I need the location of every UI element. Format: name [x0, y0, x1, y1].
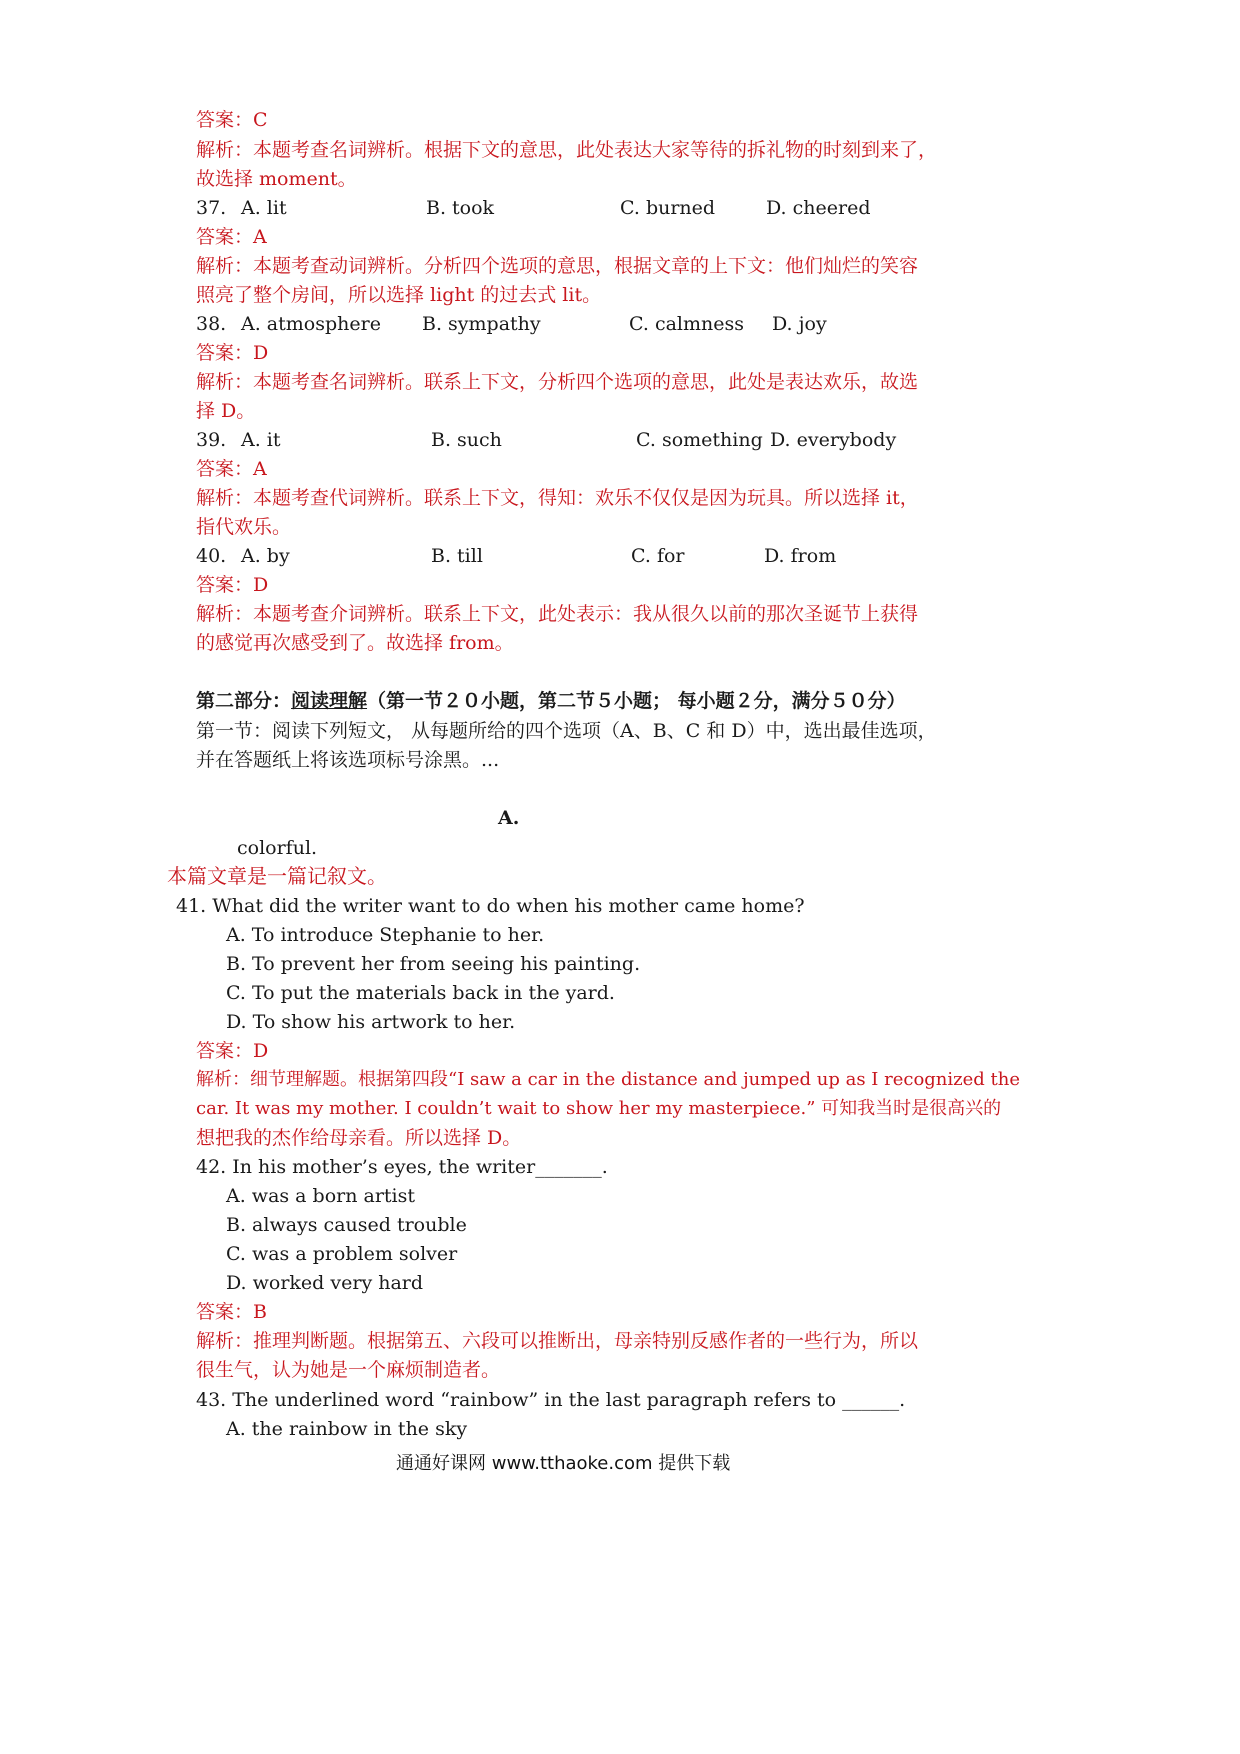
question-41-option-a: A. To introduce Stephanie to her. [226, 924, 545, 946]
instructions-line1: 第一节：阅读下列短文， 从每题所给的四个选项（A、B、C 和 D）中，选出最佳选项， [196, 720, 937, 742]
instructions-line2: 并在答题纸上将该选项标号涂黑。... [196, 749, 500, 771]
analysis-42-line1: 解析：推理判断题。根据第五、六段可以推断出，母亲特别反感作者的一些行为，所以 [196, 1330, 919, 1352]
option-40-a: A. by [241, 545, 290, 567]
question-number-39: 39. [196, 429, 227, 451]
option-40-d: D. from [764, 545, 837, 567]
option-40-c: C. for [631, 545, 685, 567]
option-39-a: A. it [241, 429, 281, 451]
question-number-40: 40. [196, 545, 227, 567]
option-38-d: D. joy [772, 313, 827, 335]
question-42-option-b: B. always caused trouble [226, 1214, 467, 1236]
question-41-option-b: B. To prevent her from seeing his painting. [226, 953, 641, 975]
section-label-a: A. [498, 807, 520, 829]
analysis-37-line1: 解析：本题考查动词辨析。分析四个选项的意思，根据文章的上下文：他们灿烂的笑容 [196, 255, 919, 277]
question-number-37: 37. [196, 197, 227, 219]
question-42-option-a: A. was a born artist [226, 1185, 416, 1207]
analysis-41-line3: 想把我的杰作给母亲看。所以选择 D。 [196, 1127, 522, 1149]
analysis-36-line2: 故选择 moment。 [196, 168, 357, 190]
analysis-39-line1: 解析：本题考查代词辨析。联系上下文，得知：欢乐不仅仅是因为玩具。所以选择 it， [196, 487, 919, 509]
answer-38: 答案：D [196, 342, 269, 364]
question-42-option-c: C. was a problem solver [226, 1243, 458, 1265]
option-37-d: D. cheered [766, 197, 871, 219]
analysis-41-line1: 解析：细节理解题。根据第四段“I saw a car in the distance and jumped up as I recognized the [196, 1069, 1021, 1090]
analysis-39-line2: 指代欢乐。 [196, 516, 292, 538]
footer-source: 通通好课网 www.tthaoke.com 提供下载 [396, 1453, 731, 1474]
option-40-b: B. till [431, 545, 483, 567]
option-39-d: D. everybody [770, 429, 897, 451]
option-38-b: B. sympathy [422, 313, 541, 335]
option-39-b: B. such [431, 429, 502, 451]
genre-note: 本篇文章是一篇记叙文。 [167, 864, 387, 888]
option-38-a: A. atmosphere [241, 313, 381, 335]
question-41-option-d: D. To show his artwork to her. [226, 1011, 516, 1033]
analysis-41-line2: car. It was my mother. I couldn’t wait to show her my masterpiece.” 可知我当时是很高兴的 [196, 1098, 1002, 1119]
analysis-40-line2: 的感觉再次感受到了。故选择 from。 [196, 632, 514, 654]
analysis-38-line2: 择 D。 [196, 400, 256, 422]
answer-40: 答案：D [196, 574, 269, 596]
analysis-38-line1: 解析：本题考查名词辨析。联系上下文，分析四个选项的意思，此处是表达欢乐，故选 [196, 371, 919, 393]
option-39-c: C. something [636, 429, 763, 451]
answer-42: 答案：B [196, 1301, 267, 1323]
analysis-42-line2: 很生气，认为她是一个麻烦制造者。 [196, 1359, 501, 1381]
analysis-36-line1: 解析：本题考查名词辨析。根据下文的意思，此处表达大家等待的拆礼物的时刻到来了， [196, 139, 938, 161]
question-41-stem: 41. What did the writer want to do when his mother came home? [176, 895, 805, 917]
answer-36: 答案：C [196, 109, 268, 131]
option-37-a: A. lit [241, 197, 287, 219]
answer-41: 答案：D [196, 1040, 269, 1062]
passage-fragment: colorful. [237, 837, 318, 859]
answer-37: 答案：A [196, 226, 267, 248]
option-37-b: B. took [426, 197, 495, 219]
question-41-option-c: C. To put the materials back in the yard. [226, 982, 615, 1004]
question-43-option-a: A. the rainbow in the sky [226, 1418, 468, 1440]
option-37-c: C. burned [620, 197, 716, 219]
question-42-stem: 42. In his mother’s eyes, the writer_______. [196, 1156, 608, 1178]
answer-39: 答案：A [196, 458, 267, 480]
part2-heading [196, 687, 906, 715]
question-43-stem: 43. The underlined word “rainbow” in the last paragraph refers to ______. [196, 1389, 906, 1411]
part2-prefix: 第二部分： [196, 690, 292, 712]
analysis-40-line1: 解析：本题考查介词辨析。联系上下文，此处表示：我从很久以前的那次圣诞节上获得 [196, 603, 919, 625]
option-38-c: C. calmness [629, 313, 744, 335]
analysis-37-line2: 照亮了整个房间，所以选择 light 的过去式 lit。 [196, 284, 602, 306]
question-number-38: 38. [196, 313, 227, 335]
part2-suffix: （第一节２０小题，第二节５小题； 每小题２分，满分５０分） [367, 690, 906, 712]
question-42-option-d: D. worked very hard [226, 1272, 424, 1294]
part2-title: 阅读理解 [291, 690, 368, 712]
